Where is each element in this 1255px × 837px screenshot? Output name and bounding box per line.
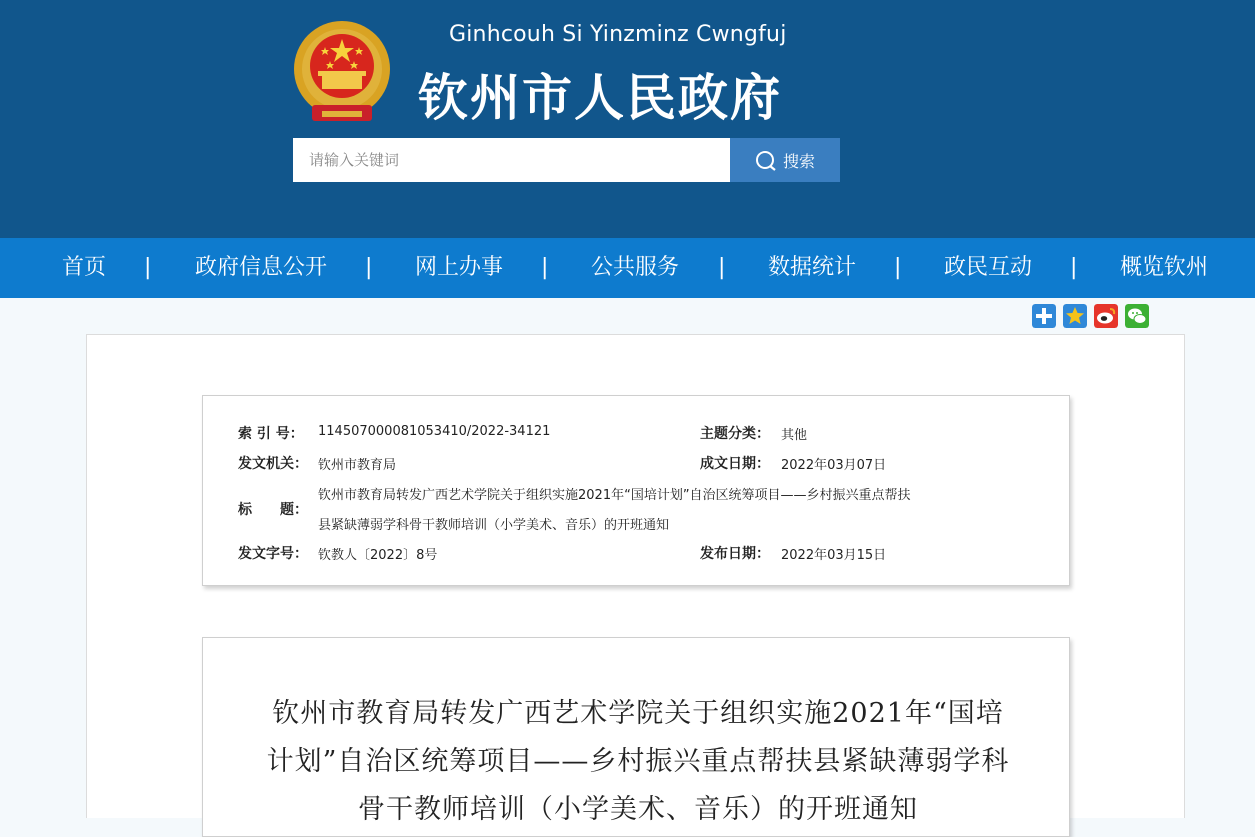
title-value-line2: 县紧缺薄弱学科骨干教师培训（小学美术、音乐）的开班通知 — [318, 518, 670, 533]
nav-separator: | — [894, 255, 902, 280]
nav-separator: | — [1070, 255, 1078, 280]
issuer-value: 钦州市教育局 — [318, 458, 397, 473]
article-title: 钦州市教育局转发广西艺术学院关于组织实施2021年“国培计划”自治区统筹项目——乡村振兴重点帮扶县紧缺薄弱学科骨干教师培训（小学美术、音乐）的开班通知 — [266, 698, 1010, 825]
written-date-label: 成文日期： — [700, 456, 770, 472]
article-body — [202, 637, 1070, 837]
topic-label: 主题分类： — [700, 426, 770, 442]
written-date-value: 2022年03月07日 — [781, 458, 887, 473]
nav-item-public-services[interactable]: 公共服务 — [591, 255, 680, 280]
national-emblem-icon — [292, 19, 392, 125]
site-title[interactable]: 钦州市人民政府 — [418, 69, 782, 127]
doc-number-label: 发文字号： — [238, 546, 308, 562]
favorite-star-icon[interactable] — [1063, 304, 1087, 328]
issuer-label: 发文机关： — [238, 456, 308, 472]
search-icon — [755, 149, 777, 171]
doc-number-value: 钦教人〔2022〕8号 — [318, 548, 438, 563]
nav-item-home[interactable]: 首页 — [62, 255, 107, 280]
nav-item-gov-info[interactable]: 政府信息公开 — [195, 255, 328, 280]
topic-value: 其他 — [781, 428, 808, 443]
nav-item-statistics[interactable]: 数据统计 — [768, 255, 857, 280]
nav-separator: | — [365, 255, 373, 280]
nav-item-interaction[interactable]: 政民互动 — [944, 255, 1033, 280]
site-header — [0, 0, 1255, 238]
search-button-label: 搜索 — [782, 151, 815, 171]
nav-item-online-services[interactable]: 网上办事 — [415, 255, 504, 280]
nav-separator: | — [541, 255, 549, 280]
weibo-icon[interactable] — [1094, 304, 1118, 328]
nav-separator: | — [718, 255, 726, 280]
publish-date-value: 2022年03月15日 — [781, 548, 887, 563]
search-button[interactable] — [730, 138, 840, 182]
main-nav — [0, 238, 1255, 298]
document-metadata — [202, 395, 1070, 586]
title-value-line1: 钦州市教育局转发广西艺术学院关于组织实施2021年“国培计划”自治区统筹项目——乡村振兴重点帮扶 — [318, 488, 911, 503]
index-value: 114507000081053410/2022-34121 — [318, 424, 551, 439]
title-label: 标 题： — [238, 502, 308, 518]
nav-separator: | — [144, 255, 152, 280]
wechat-icon[interactable] — [1125, 304, 1149, 328]
index-label: 索 引 号： — [238, 426, 304, 442]
nav-item-overview[interactable]: 概览钦州 — [1120, 255, 1209, 280]
plus-share-icon[interactable] — [1032, 304, 1056, 328]
search-input[interactable] — [293, 138, 730, 182]
site-pinyin-title: Ginhcouh Si Yinzminz Cwngfuj — [449, 22, 787, 47]
publish-date-label: 发布日期： — [700, 546, 770, 562]
